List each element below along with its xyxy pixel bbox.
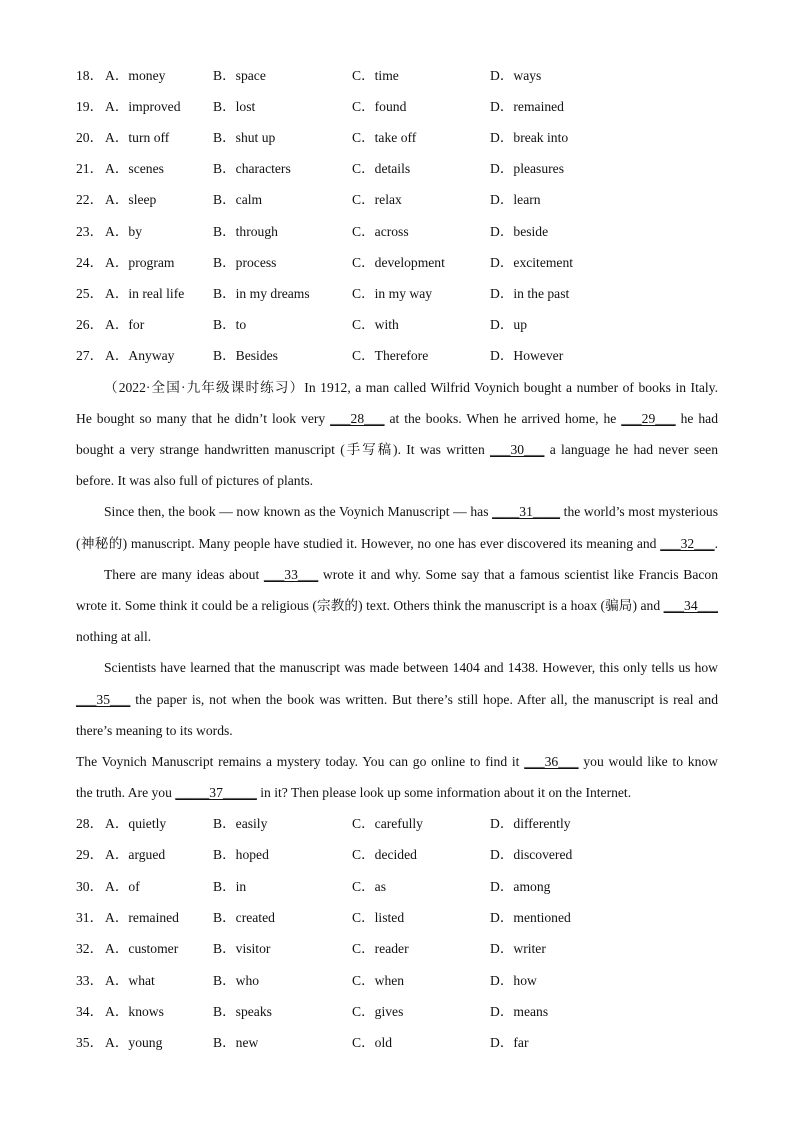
option-b: B．calm <box>213 192 263 208</box>
option-a: A．by <box>105 223 143 239</box>
passage-text: bought a very strange handwritten manuscript (手写稿). It was written <box>76 442 491 457</box>
option-b: B．visitor <box>213 941 271 957</box>
option-a: A．remained <box>105 909 179 925</box>
passage-line <box>104 502 718 522</box>
passage-text: the paper is, not when the book was written. But there’s still hope. After all, the manuscript is real and <box>130 692 718 707</box>
question-number: 27． <box>76 347 104 363</box>
blank-36: ___36___ <box>524 754 579 769</box>
blank-35: ___35___ <box>76 692 131 707</box>
passage-text: before. It was also full of pictures of plants. <box>76 473 314 488</box>
blank-30: ___30___ <box>490 442 545 457</box>
option-b: B．process <box>213 254 277 270</box>
passage-line <box>104 565 718 585</box>
option-b: B．characters <box>213 161 291 177</box>
option-a: A．for <box>105 316 145 332</box>
option-c: C．listed <box>352 909 405 925</box>
option-b: B．in my dreams <box>213 285 310 301</box>
question-number: 23． <box>76 223 104 239</box>
question-number: 22． <box>76 192 104 208</box>
question-row <box>76 908 736 928</box>
question-row <box>76 159 736 179</box>
option-b: B．lost <box>213 99 256 115</box>
option-d: D．writer <box>490 941 546 957</box>
passage-line <box>104 378 718 398</box>
passage-text: there’s meaning to its words. <box>76 723 233 738</box>
blank-28: ___28___ <box>330 411 385 426</box>
blank-31: ____31____ <box>492 504 561 519</box>
option-d: D．break into <box>490 130 569 146</box>
passage-text: the truth. Are you <box>76 785 176 800</box>
option-a: A．quietly <box>105 816 167 831</box>
question-row <box>76 971 736 991</box>
option-b: B．created <box>213 909 275 925</box>
option-a: A．customer <box>105 941 179 957</box>
option-c: C．time <box>352 68 399 83</box>
option-b: B．who <box>213 972 260 988</box>
option-c: C．development <box>352 254 445 270</box>
option-a: A．money <box>105 68 166 83</box>
option-c: C．found <box>352 99 407 115</box>
option-d: D．means <box>490 1003 549 1019</box>
question-row <box>76 939 736 959</box>
blank-32: ___32___ <box>660 536 715 551</box>
option-c: C．in my way <box>352 285 433 301</box>
option-a: A．knows <box>105 1003 164 1019</box>
option-d: D．in the past <box>490 285 570 301</box>
blank-34: ___34___ <box>663 598 718 613</box>
option-b: B．easily <box>213 816 268 831</box>
option-d: D．far <box>490 1035 529 1051</box>
passage-text: wrote it and why. Some say that a famous scientist like Francis Bacon <box>318 567 718 582</box>
option-b: B．through <box>213 223 278 239</box>
option-d: D．learn <box>490 192 541 208</box>
option-b: B．hoped <box>213 847 269 863</box>
passage-line <box>76 627 718 647</box>
option-b: B．Besides <box>213 347 278 363</box>
question-row <box>76 253 736 273</box>
blank-33: ___33___ <box>263 567 319 582</box>
option-b: B．shut up <box>213 130 276 146</box>
option-c: C．across <box>352 223 409 239</box>
question-row <box>76 1002 736 1022</box>
passage-text: The Voynich Manuscript remains a mystery today. You can go online to find it <box>76 754 525 769</box>
passage-line <box>76 471 718 491</box>
option-b: B．speaks <box>213 1003 272 1019</box>
question-number: 21． <box>76 161 104 177</box>
passage-line <box>76 690 718 710</box>
option-a: A．what <box>105 972 155 988</box>
question-number: 34． <box>76 1003 104 1019</box>
passage-line <box>76 721 718 741</box>
question-number: 32． <box>76 941 104 957</box>
option-d: D．excitement <box>490 254 574 270</box>
question-row <box>76 346 736 366</box>
passage-line <box>76 596 718 616</box>
option-d: D．up <box>490 316 528 332</box>
question-number: 25． <box>76 285 104 301</box>
question-row <box>76 222 736 242</box>
option-c: C．old <box>352 1035 393 1051</box>
question-row <box>76 315 736 335</box>
option-d: D．discovered <box>490 847 573 863</box>
question-number: 30． <box>76 878 104 894</box>
option-a: A．scenes <box>105 161 164 177</box>
question-row <box>76 814 736 834</box>
passage-text: . <box>714 536 718 551</box>
passage-text: nothing at all. <box>76 629 152 644</box>
question-row <box>76 190 736 210</box>
blank-37: _____37_____ <box>175 785 257 800</box>
option-c: C．decided <box>352 847 417 863</box>
passage-line <box>76 534 718 554</box>
option-d: D．ways <box>490 68 542 83</box>
passage-text: a language he had never seen <box>544 442 718 457</box>
question-row <box>76 845 736 865</box>
option-d: D．mentioned <box>490 909 571 925</box>
option-b: B．to <box>213 316 247 332</box>
question-row <box>76 1033 736 1053</box>
passage-text: Since then, the book — now known as the Voynich Manuscript — has <box>104 504 493 519</box>
passage-text: He bought so many that he didn’t look very <box>76 411 331 426</box>
option-a: A．of <box>105 878 140 894</box>
option-c: C．Therefore <box>352 347 429 363</box>
option-d: D．beside <box>490 223 549 239</box>
option-c: C．gives <box>352 1003 404 1019</box>
option-c: C．with <box>352 316 399 332</box>
question-number: 29． <box>76 847 104 863</box>
option-c: C．carefully <box>352 816 423 831</box>
passage-text: he had <box>675 411 719 426</box>
passage-line <box>104 658 718 678</box>
question-row <box>76 877 736 897</box>
option-a: A．program <box>105 254 175 270</box>
blank-29: ___29___ <box>621 411 676 426</box>
question-number: 18． <box>76 68 104 83</box>
passage-line <box>76 783 718 803</box>
option-d: D．pleasures <box>490 161 564 177</box>
option-d: D．However <box>490 347 564 363</box>
option-d: D．how <box>490 972 537 988</box>
question-number: 19． <box>76 99 104 115</box>
passage-line <box>76 409 718 429</box>
option-c: C．relax <box>352 192 402 208</box>
option-a: A．in real life <box>105 285 185 301</box>
question-number: 24． <box>76 254 104 270</box>
option-b: B．space <box>213 68 266 83</box>
question-row <box>76 128 736 148</box>
question-row <box>76 97 736 117</box>
option-a: A．Anyway <box>105 347 175 363</box>
question-number: 35． <box>76 1035 104 1051</box>
question-number: 26． <box>76 316 104 332</box>
option-a: A．argued <box>105 847 166 863</box>
passage-text: (神秘的) manuscript. Many people have studied it. However, no one has ever discovered its meaning and <box>76 536 661 551</box>
passage-text: at the books. When he arrived home, he <box>384 411 622 426</box>
option-d: D．remained <box>490 99 564 115</box>
passage-text: Scientists have learned that the manuscript was made between 1404 and 1438. However, this only tells us how <box>104 660 718 675</box>
passage-text: the world’s most mysterious <box>560 504 718 519</box>
option-d: D．differently <box>490 816 571 831</box>
option-a: A．improved <box>105 99 181 115</box>
option-a: A．young <box>105 1035 163 1051</box>
passage-text: you would like to know <box>578 754 718 769</box>
option-c: C．as <box>352 878 386 894</box>
option-d: D．among <box>490 878 551 894</box>
option-a: A．sleep <box>105 192 157 208</box>
passage-text: in it? Then please look up some information about it on the Internet. <box>256 785 632 800</box>
question-number: 28． <box>76 816 104 831</box>
option-c: C．reader <box>352 941 409 957</box>
question-number: 33． <box>76 972 104 988</box>
option-a: A．turn off <box>105 130 170 146</box>
question-row <box>76 284 736 304</box>
question-number: 31． <box>76 909 104 925</box>
option-b: B．new <box>213 1035 259 1051</box>
passage-text: （2022·全国·九年级课时练习）In 1912, a man called Wilfrid Voynich bought a number of books in Italy. <box>104 380 718 395</box>
passage-text: wrote it. Some think it could be a religious (宗教的) text. Others think the manuscript is a hoax (骗局) and <box>76 598 664 613</box>
passage-line <box>76 440 718 460</box>
question-row <box>76 66 736 86</box>
option-c: C．when <box>352 972 405 988</box>
option-c: C．take off <box>352 130 417 146</box>
option-b: B．in <box>213 878 247 894</box>
question-number: 20． <box>76 130 104 146</box>
option-c: C．details <box>352 161 411 177</box>
passage-text: There are many ideas about <box>104 567 264 582</box>
passage-line <box>76 752 718 772</box>
